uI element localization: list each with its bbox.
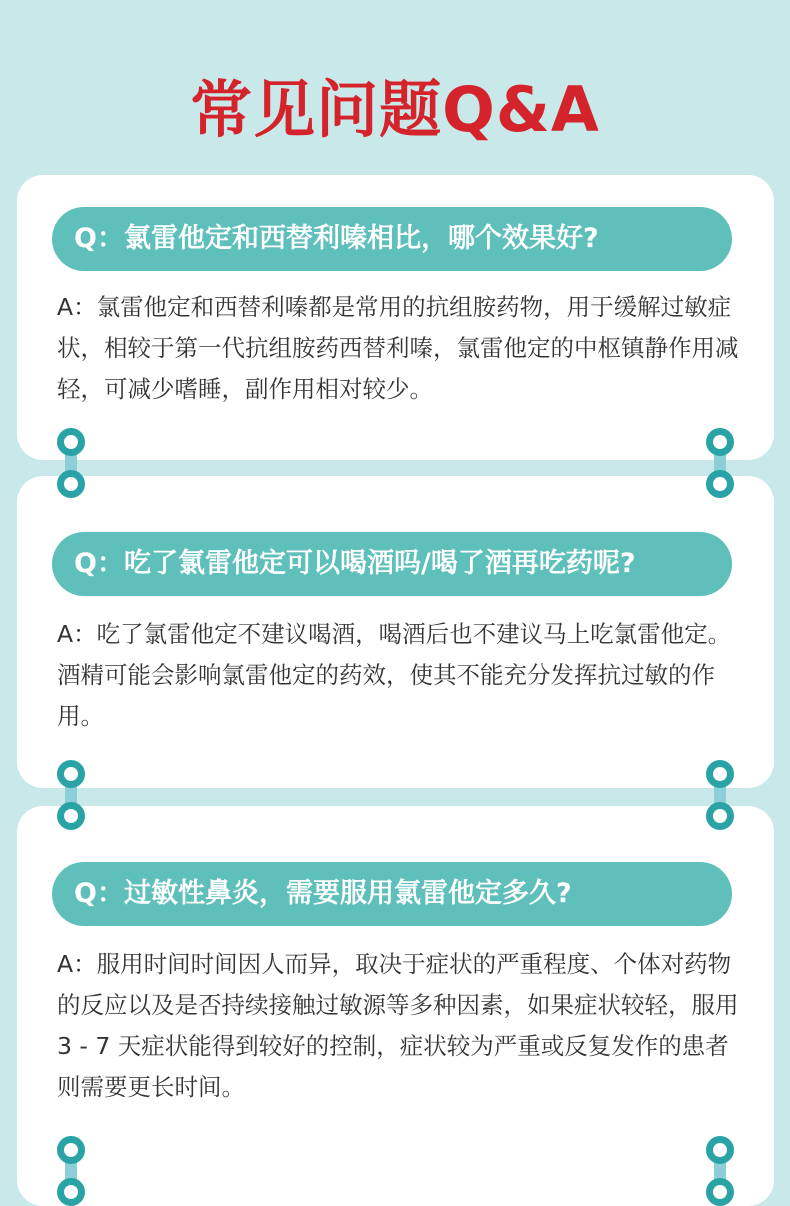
answer-text: A：吃了氯雷他定不建议喝酒，喝酒后也不建议马上吃氯雷他定。酒精可能会影响氯雷他定的药效，使其不能充分发挥抗过敏的作用。 bbox=[57, 620, 732, 730]
binder-ring-left bbox=[57, 428, 85, 498]
binder-ring-left bbox=[57, 760, 85, 830]
page-title: 常见问题Q&A bbox=[190, 73, 600, 146]
faq-card-2 bbox=[17, 476, 774, 788]
question-pill: Q：氯雷他定和西替利嗪相比，哪个效果好? bbox=[52, 207, 732, 271]
binder-ring-left bbox=[57, 1136, 85, 1206]
binder-ring-right bbox=[706, 1136, 734, 1206]
question-pill: Q：吃了氯雷他定可以喝酒吗/喝了酒再吃药呢? bbox=[52, 532, 732, 596]
faq-card-1 bbox=[17, 175, 774, 460]
faq-card-3 bbox=[17, 806, 774, 1206]
question-pill: Q：过敏性鼻炎，需要服用氯雷他定多久? bbox=[52, 862, 732, 926]
binder-ring-right bbox=[706, 428, 734, 498]
answer-text: A：氯雷他定和西替利嗪都是常用的抗组胺药物，用于缓解过敏症状，相较于第一代抗组胺药西替利嗪，氯雷他定的中枢镇静作用减轻，可减少嗜睡，副作用相对较少。 bbox=[57, 293, 739, 403]
binder-ring-right bbox=[706, 760, 734, 830]
answer-text: A：服用时间时间因人而异，取决于症状的严重程度、个体对药物的反应以及是否持续接触过敏源等多种因素，如果症状较轻，服用 3 - 7 天症状能得到较好的控制，症状较为严重或反复发作的患者则需要更长时间。 bbox=[57, 950, 739, 1101]
